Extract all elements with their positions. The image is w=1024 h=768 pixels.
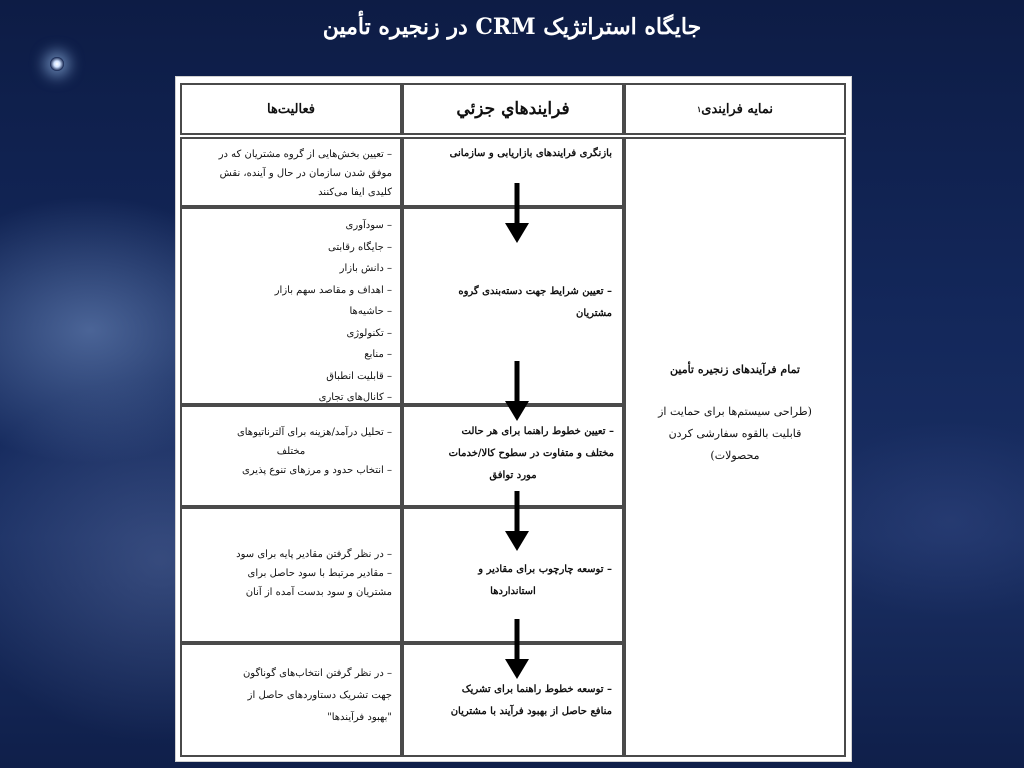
- process-line: – تعیین شرایط جهت دسته‌بندی گروه: [458, 286, 612, 297]
- process-line: مشتریان: [576, 308, 612, 319]
- activity-line: مشتریان و سود بدست آمده از آنان: [245, 587, 392, 598]
- activity-line: – در نظر گرفتن مقادیر پایه برای سود: [236, 549, 392, 560]
- overview-main: تمام فرآیندهای زنجیره تأمین: [670, 363, 800, 376]
- header-activities: [180, 83, 402, 135]
- activity-line: جهت تشریک دستاوردهای حاصل از: [247, 690, 392, 701]
- activities-cell-2: [180, 207, 402, 405]
- header-subprocesses: [402, 83, 624, 135]
- process-line: بازنگری فرایندهای بازاریابی و سازمانی: [449, 148, 612, 159]
- activity-item: – دانش بازار: [339, 263, 392, 274]
- process-line: – توسعه خطوط راهنما برای تشریک: [461, 684, 612, 695]
- activities-cell-4: [180, 507, 402, 643]
- activity-item: – جایگاه رقابتی: [328, 241, 392, 253]
- header-overview: [624, 83, 846, 135]
- slide-title: جایگاه استراتژیک CRM در زنجیره تأمین: [322, 14, 702, 40]
- activity-line: کلیدی ایفا می‌کنند: [318, 187, 392, 198]
- process-line: – تعیین خطوط راهنما برای هر حالت: [461, 426, 614, 437]
- activities-list: [190, 215, 392, 409]
- process-line: مختلف و متفاوت در سطوح کالا/خدمات: [448, 448, 614, 459]
- activity-item: – کانال‌های تجاری: [318, 392, 392, 403]
- down-arrow-icon: [502, 491, 532, 551]
- down-arrow-icon: [502, 361, 532, 421]
- activity-line: مختلف: [276, 446, 306, 457]
- activity-item: – منابع: [364, 349, 392, 360]
- activity-item: – تکنولوژی: [346, 327, 392, 339]
- activity-item: – سودآوری: [345, 220, 392, 231]
- activity-line: موفق شدن سازمان در حال و آینده، نقش: [219, 168, 392, 179]
- activity-line: – در نظر گرفتن انتخاب‌های گوناگون: [242, 668, 392, 679]
- activity-line: "بهبود فرآیندها": [327, 712, 392, 723]
- activities-cell-5: [180, 643, 402, 757]
- down-arrow-icon: [502, 619, 532, 679]
- process-line: – توسعه چارچوب برای مقادیر و: [478, 564, 612, 575]
- overview-cell: [624, 137, 846, 757]
- process-line: مورد توافق: [489, 470, 537, 481]
- activity-line: – تعیین بخش‌هایی از گروه مشتریان که در: [218, 149, 392, 160]
- header-subprocesses-label: فرايندهاي جزئي: [456, 99, 570, 119]
- activity-item: – اهداف و مقاصد سهم بازار: [274, 284, 392, 296]
- activities-cell-1: [180, 137, 402, 207]
- process-table: [175, 76, 852, 762]
- process-line: استانداردها: [490, 586, 536, 597]
- activity-line: – تحلیل درآمد/هزینه برای آلترناتیوهای: [236, 427, 392, 438]
- overview-detail-line: (طراحی سیستم‌ها برای حمایت از: [658, 405, 812, 418]
- activities-cell-3: [180, 405, 402, 507]
- overview-detail-line: قابلیت بالقوه سفارشی کردن: [668, 427, 802, 440]
- header-overview-label: نمایه فرایندی: [701, 101, 774, 117]
- activity-line: – مقادیر مرتبط با سود حاصل برای: [247, 568, 392, 579]
- header-overview-footnote: ۱: [696, 104, 702, 114]
- header-activities-label: فعالیت‌ها: [267, 101, 315, 117]
- down-arrow-icon: [502, 183, 532, 243]
- overview-detail: [636, 401, 834, 467]
- star-glow: [50, 57, 64, 71]
- activity-item: – حاشیه‌ها: [349, 306, 392, 317]
- activity-line: – انتخاب حدود و مرزهای تنوع پذیری: [241, 465, 392, 476]
- activity-item: – قابلیت انطباق: [326, 370, 392, 382]
- process-line: منافع حاصل از بهبود فرآیند با مشتریان: [450, 706, 612, 717]
- overview-detail-line: محصولات): [710, 449, 760, 462]
